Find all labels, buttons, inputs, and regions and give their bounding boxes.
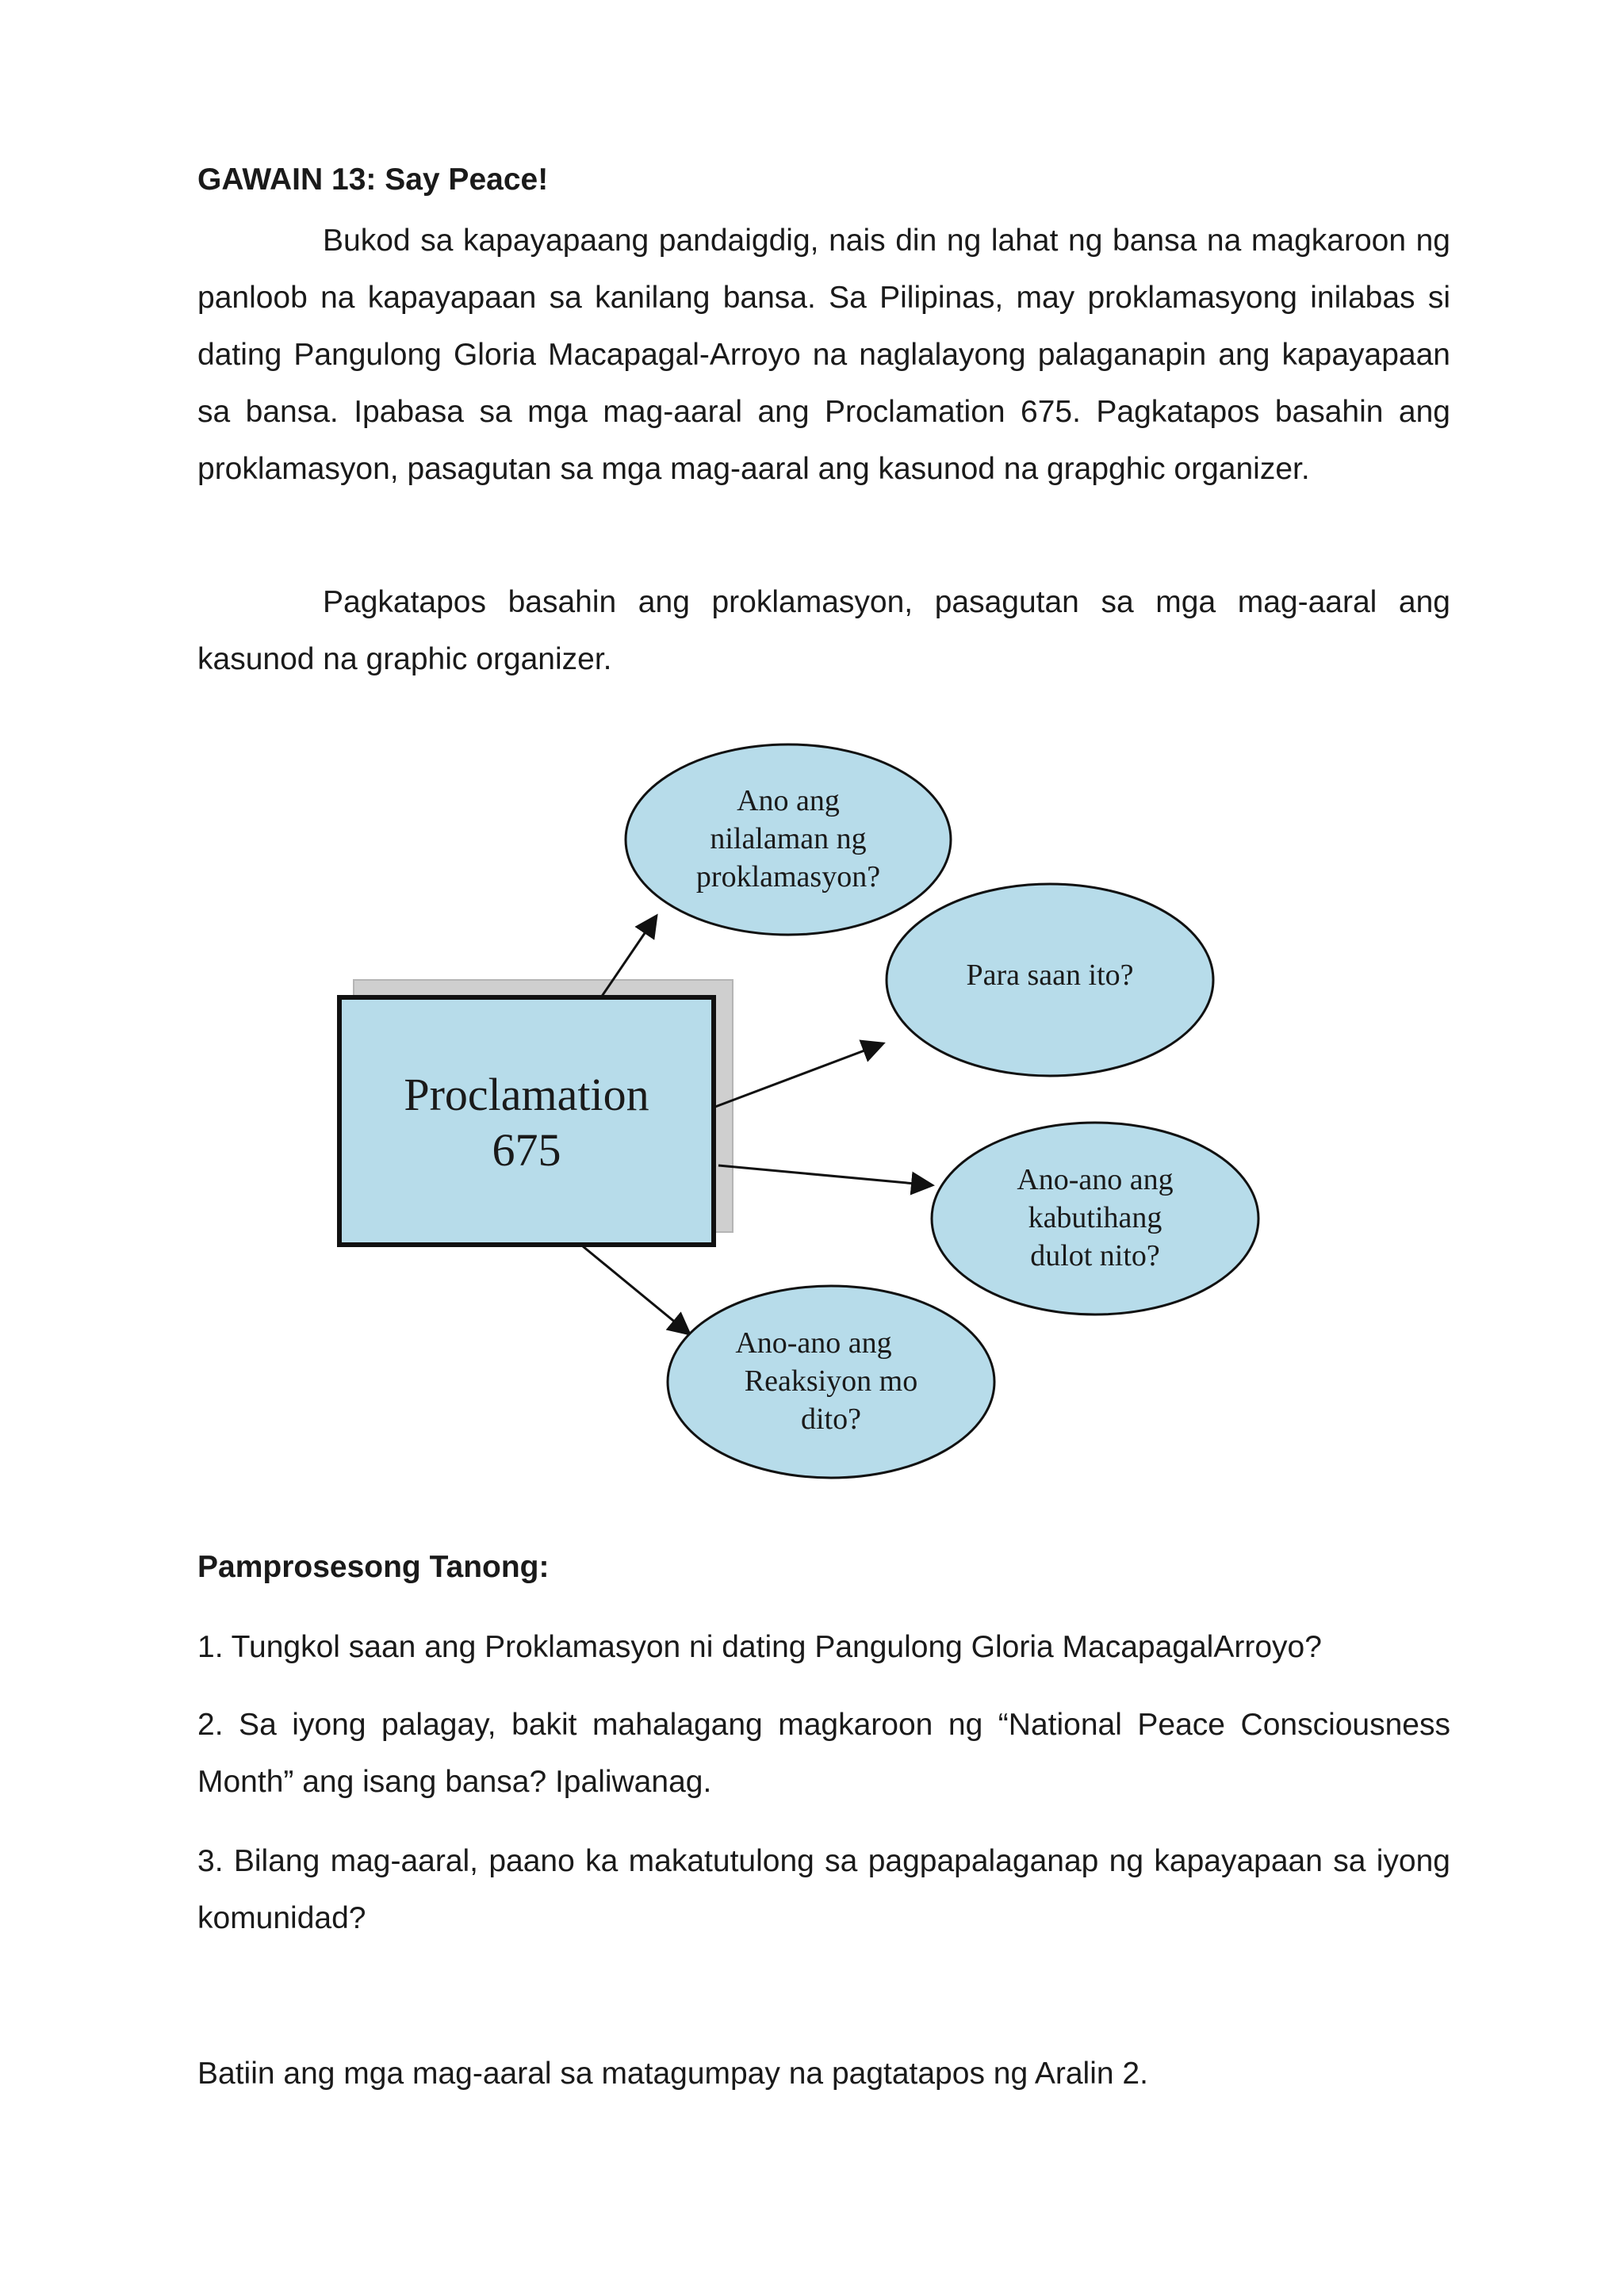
center-box-line-1: Proclamation bbox=[404, 1069, 649, 1120]
question-1: 1. Tungkol saan ang Proklamasyon ni dating Pangulong Gloria MacapagalArroyo? bbox=[197, 1630, 1322, 1664]
center-box bbox=[339, 997, 714, 1245]
node-3-line-1: Ano-ano ang bbox=[1017, 1163, 1174, 1196]
arrow-to-node-3 bbox=[718, 1165, 933, 1185]
processing-questions-heading: Pamprosesong Tanong: bbox=[197, 1550, 550, 1584]
closing-note: Batiin ang mga mag-aaral sa matagumpay na pagtatapos ng Aralin 2. bbox=[197, 2057, 1148, 2091]
node-1-line-2: nilalaman ng bbox=[710, 822, 867, 855]
question-3: 3. Bilang mag-aaral, paano ka makatutulong sa pagpapalaganap ng kapayapaan sa iyong komunidad? bbox=[197, 1844, 1450, 1935]
node-4-line-3: dito? bbox=[801, 1402, 861, 1436]
node-1-line-3: proklamasyon? bbox=[695, 860, 881, 894]
instruction-paragraph: Pagkatapos basahin ang proklamasyon, pasagutan sa mga mag-aaral ang kasunod na graphic organizer. bbox=[197, 585, 1450, 676]
node-3-line-3: dulot nito? bbox=[1030, 1239, 1160, 1272]
center-box-line-2: 675 bbox=[492, 1124, 561, 1176]
node-4-line-1: Ano-ano ang bbox=[735, 1326, 892, 1360]
node-1-line-1: Ano ang bbox=[737, 784, 840, 817]
question-2: 2. Sa iyong palagay, bakit mahalagang magkaroon ng “National Peace Consciousness Month” ang isang bansa? Ipaliwanag. bbox=[197, 1708, 1450, 1799]
activity-title: GAWAIN 13: Say Peace! bbox=[197, 163, 549, 197]
node-2-line-1: Para saan ito? bbox=[966, 959, 1134, 992]
node-4-line-2: Reaksiyon mo bbox=[744, 1364, 918, 1398]
intro-paragraph: Bukod sa kapayapaang pandaigdig, nais din ng lahat ng bansa na magkaroon ng panloob na kapayapaan sa kanilang bansa. Sa Pilipinas, may proklamasyong inilabas si dating Pangulong Gloria Macapagal-Arroyo na naglalayong palaganapin ang kapayapaan sa bansa. Ipabasa sa mga mag-aaral ang Proclamation 675. Pagkatapos basahin ang proklamasyon, pasagutan sa mga mag-aaral ang kasunod na grapghic organizer. bbox=[197, 224, 1450, 486]
arrow-to-node-2 bbox=[715, 1043, 883, 1107]
arrow-to-node-4 bbox=[583, 1246, 690, 1334]
node-3-line-2: kabutihang bbox=[1028, 1201, 1162, 1234]
